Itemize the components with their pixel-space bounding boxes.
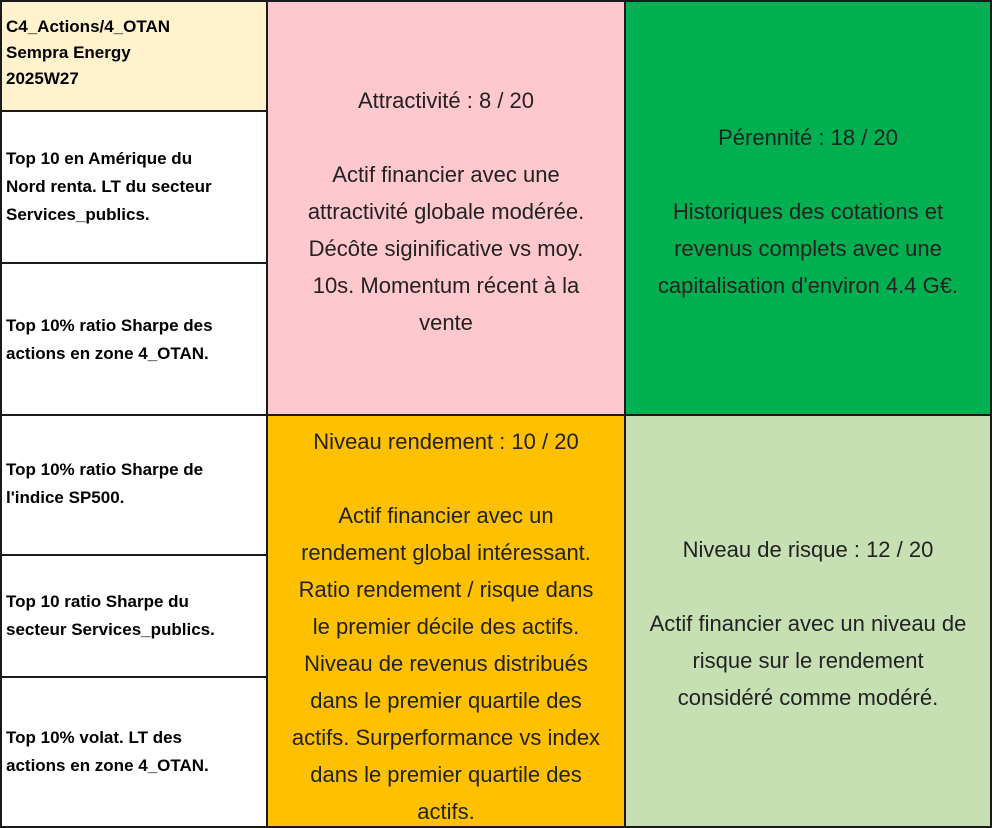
- ranking-line: Top 10% volat. LT des: [6, 728, 183, 747]
- attractivite-title: Attractivité : 8 / 20: [357, 88, 535, 113]
- perennite-title: Pérennité : 18 / 20: [718, 125, 898, 150]
- attractivite-line: attractivité globale modérée.: [307, 199, 585, 224]
- risque-line: considéré comme modéré.: [677, 685, 939, 710]
- ranking-line: Top 10 ratio Sharpe du: [6, 592, 189, 611]
- rendement-line: dans le premier quartile des: [310, 762, 582, 787]
- attractivite-block: [266, 0, 626, 416]
- rendement-line: Niveau de revenus distribués: [304, 651, 588, 676]
- ranking-cell-4: [0, 554, 268, 678]
- rendement-line: le premier décile des actifs.: [312, 614, 580, 639]
- rendement-title: Niveau rendement : 10 / 20: [313, 429, 579, 454]
- asset-category: C4_Actions/4_OTAN: [6, 17, 171, 36]
- asset-header-text: [2, 2, 266, 92]
- risque-line: risque sur le rendement: [692, 648, 924, 673]
- risque-block: [624, 414, 992, 828]
- ranking-text: [2, 588, 215, 644]
- rendement-line: rendement global intéressant.: [301, 540, 591, 565]
- ranking-text: [2, 416, 266, 512]
- ranking-line: Nord renta. LT du secteur: [6, 177, 212, 196]
- ranking-text: [2, 145, 212, 229]
- rendement-block: [266, 414, 626, 828]
- ranking-text: [2, 264, 266, 368]
- ranking-line: secteur Services_publics.: [6, 620, 215, 639]
- ranking-line: Top 10 en Amérique du: [6, 149, 193, 168]
- ranking-cell-2: [0, 262, 268, 416]
- ranking-cell-5: [0, 676, 268, 828]
- ranking-line: actions en zone 4_OTAN.: [6, 756, 209, 775]
- rendement-line: Actif financier avec un: [338, 503, 554, 528]
- rendement-line: dans le premier quartile des: [310, 688, 582, 713]
- attractivite-line: 10s. Momentum récent à la: [312, 273, 580, 298]
- perennite-line: Historiques des cotations et: [672, 199, 944, 224]
- ranking-line: Services_publics.: [6, 205, 150, 224]
- rendement-line: Ratio rendement / risque dans: [298, 577, 594, 602]
- ranking-line: actions en zone 4_OTAN.: [6, 344, 209, 363]
- rendement-line: actifs. Surperformance vs index: [291, 725, 601, 750]
- ranking-line: Top 10% ratio Sharpe de: [6, 460, 204, 479]
- ranking-text: [2, 724, 209, 780]
- perennite-line: revenus complets avec une: [674, 236, 942, 261]
- asset-header-cell: [0, 0, 268, 112]
- ranking-line: Top 10% ratio Sharpe des: [6, 316, 213, 335]
- rendement-line: actifs.: [417, 799, 475, 824]
- perennite-block: [624, 0, 992, 416]
- attractivite-line: vente: [419, 310, 473, 335]
- ranking-cell-3: [0, 414, 268, 556]
- risque-title: Niveau de risque : 12 / 20: [682, 537, 934, 562]
- risque-line: Actif financier avec un niveau de: [649, 611, 967, 636]
- asset-name: Sempra Energy: [6, 43, 131, 62]
- attractivite-line: Actif financier avec une: [332, 162, 560, 187]
- ranking-cell-1: [0, 110, 268, 264]
- asset-week: 2025W27: [6, 69, 79, 88]
- ranking-line: l'indice SP500.: [6, 488, 125, 507]
- attractivite-line: Décôte siginificative vs moy.: [308, 236, 584, 261]
- perennite-line: capitalisation d'environ 4.4 G€.: [657, 273, 959, 298]
